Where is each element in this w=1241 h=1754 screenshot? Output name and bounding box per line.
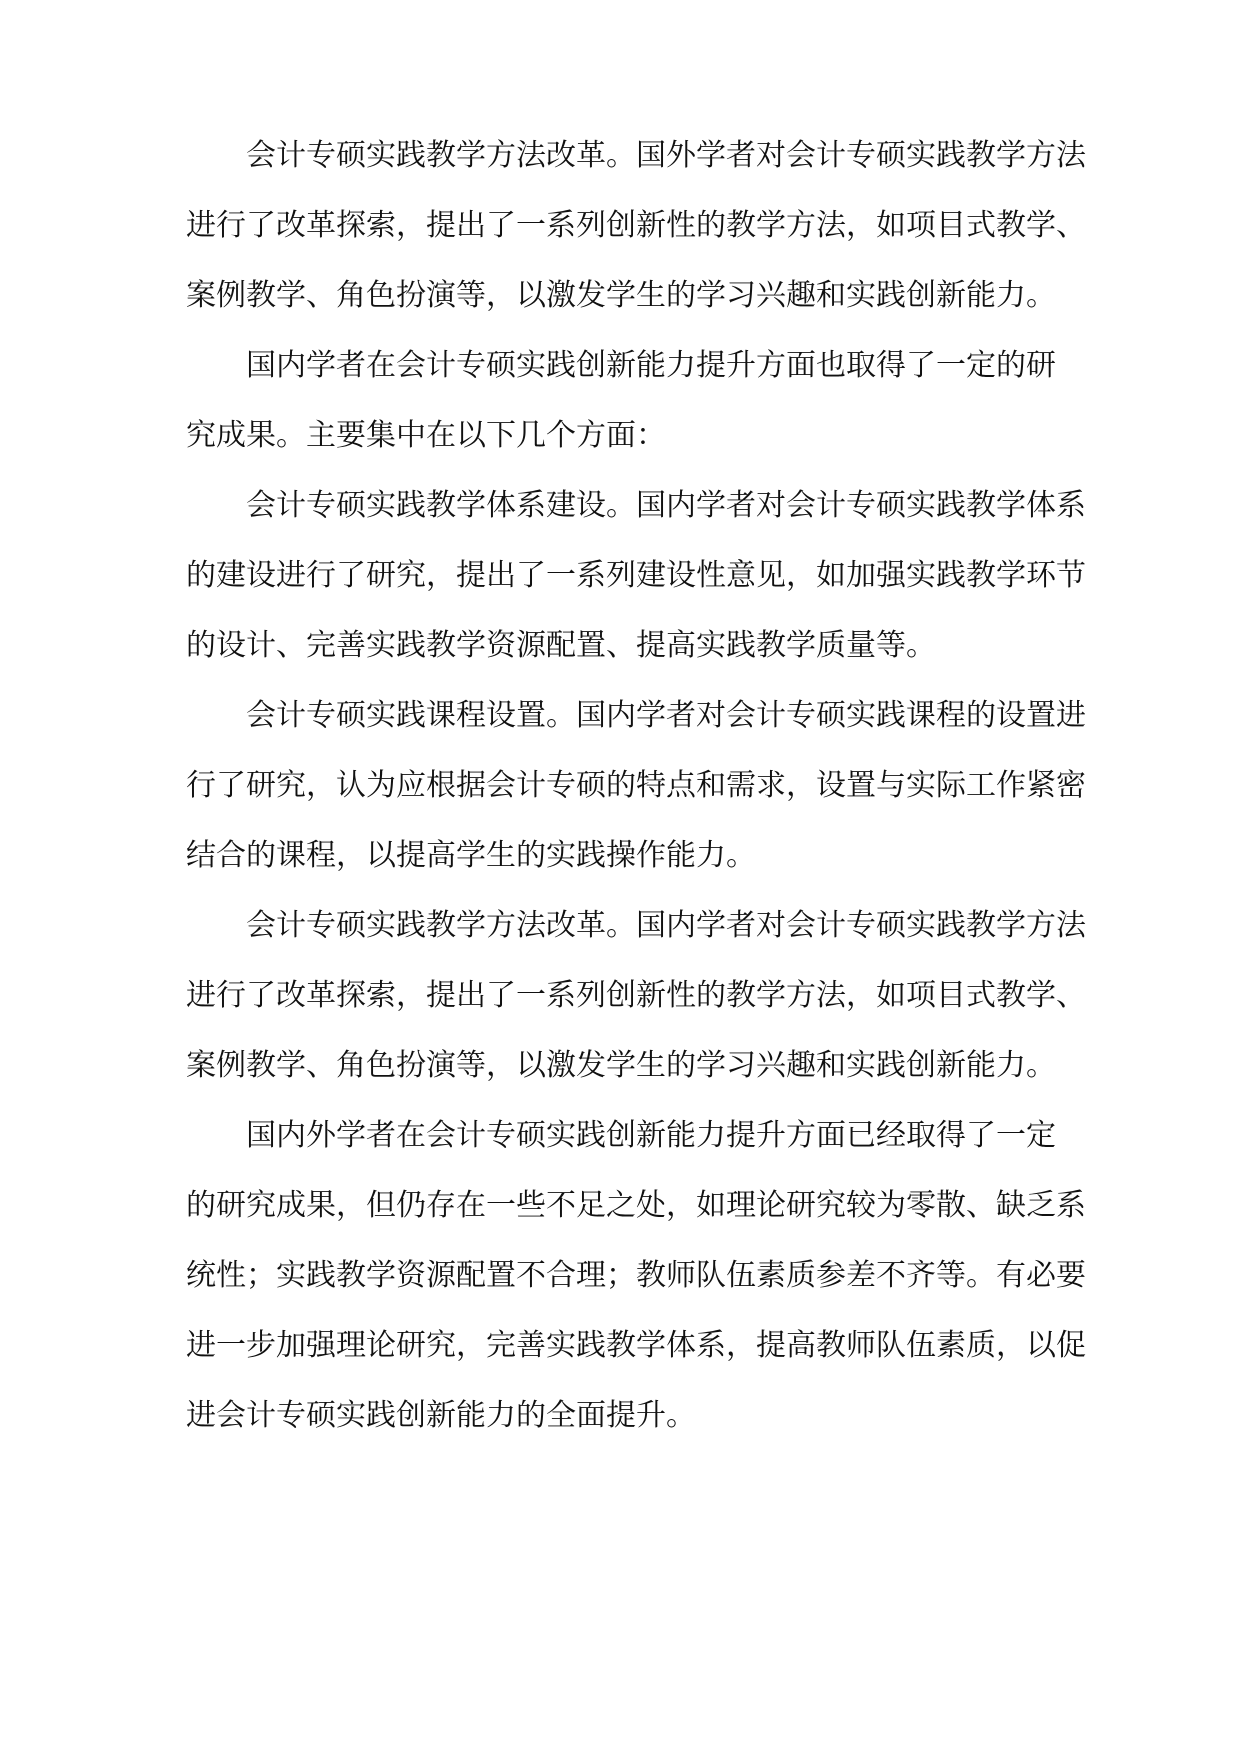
- paragraph-2-line-2: 究成果。主要集中在以下几个方面：: [186, 418, 666, 453]
- paragraph-5-line-2: 进行了改革探索，提出了一系列创新性的教学方法，如项目式教学、: [186, 978, 1086, 1013]
- paragraph-6-line-2: 的研究成果，但仍存在一些不足之处，如理论研究较为零散、缺乏系: [186, 1188, 1086, 1223]
- paragraph-5-line-3: 案例教学、角色扮演等，以激发学生的学习兴趣和实践创新能力。: [186, 1048, 1056, 1083]
- paragraph-6-line-3: 统性；实践教学资源配置不合理；教师队伍素质参差不齐等。有必要: [186, 1258, 1086, 1293]
- paragraph-6-line-1: 国内外学者在会计专硕实践创新能力提升方面已经取得了一定: [246, 1118, 1056, 1153]
- paragraph-5-line-1: 会计专硕实践教学方法改革。国内学者对会计专硕实践教学方法: [246, 908, 1086, 943]
- paragraph-4-line-1: 会计专硕实践课程设置。国内学者对会计专硕实践课程的设置进: [246, 698, 1086, 733]
- paragraph-3-line-3: 的设计、完善实践教学资源配置、提高实践教学质量等。: [186, 628, 936, 663]
- paragraph-6-line-4: 进一步加强理论研究，完善实践教学体系，提高教师队伍素质，以促: [186, 1328, 1086, 1363]
- paragraph-1-line-1: 会计专硕实践教学方法改革。国外学者对会计专硕实践教学方法: [246, 138, 1086, 173]
- paragraph-4-line-3: 结合的课程，以提高学生的实践操作能力。: [186, 838, 756, 873]
- paragraph-1-line-3: 案例教学、角色扮演等，以激发学生的学习兴趣和实践创新能力。: [186, 278, 1056, 313]
- paragraph-2-line-1: 国内学者在会计专硕实践创新能力提升方面也取得了一定的研: [246, 348, 1056, 383]
- paragraph-6-line-5: 进会计专硕实践创新能力的全面提升。: [186, 1398, 696, 1433]
- paragraph-1-line-2: 进行了改革探索，提出了一系列创新性的教学方法，如项目式教学、: [186, 208, 1086, 243]
- paragraph-3-line-2: 的建设进行了研究，提出了一系列建设性意见，如加强实践教学环节: [186, 558, 1086, 593]
- paragraph-4-line-2: 行了研究，认为应根据会计专硕的特点和需求，设置与实际工作紧密: [186, 768, 1086, 803]
- paragraph-3-line-1: 会计专硕实践教学体系建设。国内学者对会计专硕实践教学体系: [246, 488, 1086, 523]
